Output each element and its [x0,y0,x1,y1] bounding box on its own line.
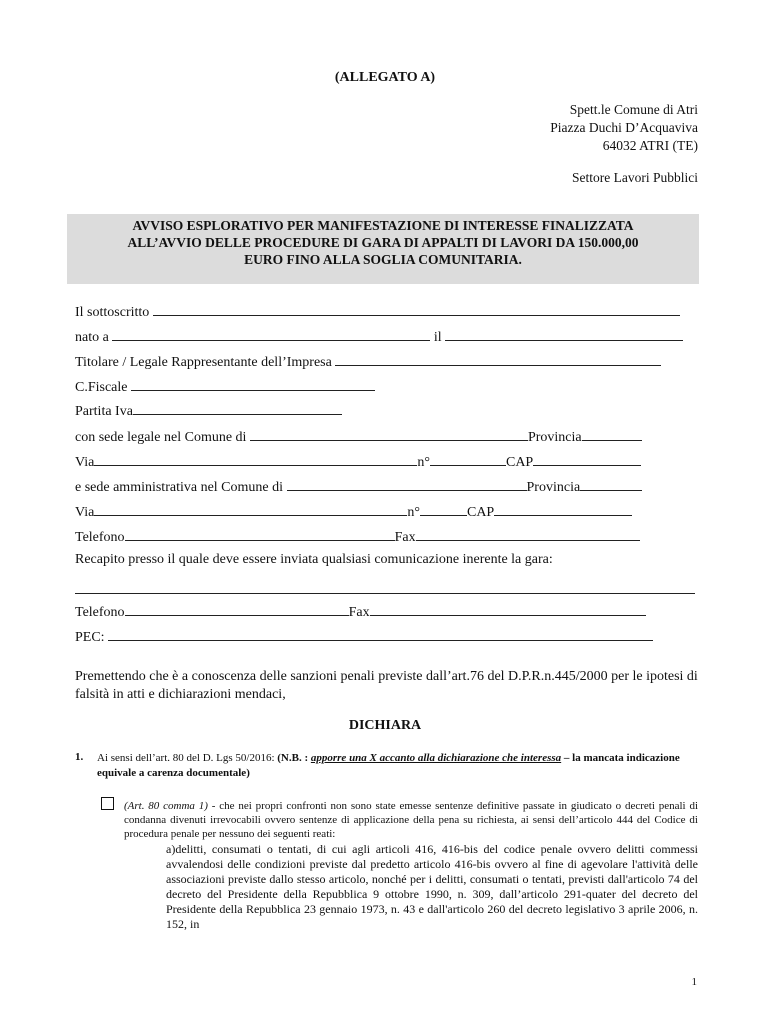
art80-checkbox[interactable] [101,797,114,810]
title-line-1: AVVISO ESPLORATIVO PER MANIFESTAZIONE DI INTERESSE FINALIZZATA [132,218,634,233]
document-title [67,217,699,268]
provincia-amm-field[interactable] [580,477,642,491]
row-cfiscale [75,377,375,396]
recipient-address [550,101,698,155]
luogo-nascita-field[interactable] [112,327,430,341]
recipient-line-1: Spett.le Comune di Atri [569,102,698,117]
data-nascita-field[interactable] [445,327,683,341]
premessa-paragraph: Premettendo che è a conoscenza delle sanzioni penali previste dall’art.76 del D.P.R.n.445/2000 per le ipotesi di falsità in atti e dichiarazioni mendaci, [75,669,698,702]
item-1-nb: (N.B. : [277,752,311,764]
row-sede-amm [75,477,642,496]
settore-label: Settore Lavori Pubblici [572,170,698,185]
via-label: Via [75,455,95,470]
via-amm-label: Via [75,505,95,520]
cfiscale-label: C.Fiscale [75,380,128,395]
provincia-amm-label: Provincia [526,480,581,495]
numero-amm-field[interactable] [420,502,467,516]
recipient-line-3: 64032 ATRI (TE) [602,138,698,153]
comune-amm-field[interactable] [287,477,527,491]
title-line-2: ALL’AVVIO DELLE PROCEDURE DI GARA DI APPALTI DI LAVORI DA 150.000,00 [127,235,639,250]
row-via-amm [75,502,632,521]
cap-amm-label: CAP [466,505,495,520]
row-sottoscritto [75,302,680,321]
sede-amm-label: e sede amministrativa nel Comune di [75,480,284,495]
via-amm-field[interactable] [94,502,407,516]
row-titolare [75,352,661,371]
title-line-3: EURO FINO ALLA SOGLIA COMUNITARIA. [244,252,522,267]
item-1-intro: Ai sensi dell’art. 80 del D. Lgs 50/2016: [97,752,278,764]
provincia-label: Provincia [527,430,582,445]
recipient-line-2: Piazza Duchi D’Acquaviva [550,120,698,135]
row-sede-legale [75,427,642,446]
il-label: il [433,330,442,345]
lettera-a-paragraph: a)delitti, consumati o tentati, di cui agli articoli 416, 416-bis del codice penale ovvero delitti commessi avvalendosi delle condizioni previste dal predetto articolo 416-bis ovvero al fine di agevolare l'attività delle associazioni previste dallo stesso articolo, nonché per i delitti, consumati o tentati, previsti dall'articolo 74 del decreto del Presidente della Repubblica 9 ottobre 1990, n. 309, dall’articolo 291-quater del decreto del Presidente della Repubblica 23 gennaio 1973, n. 43 e dall'articolo 260 del decreto legislativo 3 aprile 2006, n. 152, in [166,842,698,931]
fax-recapito-field[interactable] [370,602,646,616]
row-nascita [75,327,683,346]
piva-label: Partita Iva [75,404,133,419]
recapito-label: Recapito presso il quale deve essere inviata qualsiasi comunicazione inerente la gara: [75,552,553,567]
impresa-field[interactable] [335,352,661,366]
allegato-heading: (ALLEGATO A) [334,70,436,85]
dichiara-heading: DICHIARA [348,718,422,733]
fax-field[interactable] [416,527,640,541]
piva-field[interactable] [133,401,342,415]
nato-a-label: nato a [75,330,109,345]
item-1-number: 1. [75,751,84,763]
provincia-legale-field[interactable] [582,427,642,441]
row-telefono [75,527,640,546]
via-legale-field[interactable] [94,452,417,466]
row-via-legale [75,452,641,471]
item-1-nb-instruction: apporre una X accanto alla dichiarazione che interessa [310,752,562,764]
sede-legale-label: con sede legale nel Comune di [75,430,247,445]
pec-field[interactable] [108,627,653,641]
page-number: 1 [691,976,697,988]
cap-label: CAP [505,455,534,470]
titolare-label: Titolare / Legale Rappresentante dell’Impresa [75,355,332,370]
art80-text: - che nei propri confronti non sono state emesse sentenze definitive passate in giudicato o decreti penali di condanna divenuti irrevocabili ovvero sentenze di applicazione della pena su richiesta, ai sensi dell’articolo 444 del Codice di procedura penale per nessuno dei seguenti reati: [124,800,698,840]
numero-legale-field[interactable] [430,452,506,466]
comune-legale-field[interactable] [250,427,528,441]
row-telefono-recapito [75,602,646,621]
row-pec [75,627,653,646]
sottoscritto-field[interactable] [153,302,680,316]
cfiscale-field[interactable] [131,377,375,391]
telefono-label: Telefono [75,530,125,545]
cap-legale-field[interactable] [533,452,641,466]
fax-label: Fax [394,530,416,545]
telefono-recapito-label: Telefono [75,605,125,620]
row-piva [75,401,342,420]
art80-paragraph [124,799,698,841]
numero-label: n° [417,455,430,470]
fax-recapito-label: Fax [348,605,370,620]
art80-ref: (Art. 80 comma 1) [124,800,208,812]
sottoscritto-label: Il sottoscritto [75,305,150,320]
item-1-nb-rest: – la mancata indicazione equivale a carenza documentale) [97,752,680,779]
row-recapito [75,552,553,568]
item-1-text [97,751,699,781]
numero-amm-label: n° [407,505,420,520]
pec-label: PEC: [75,630,105,645]
recapito-field[interactable] [75,593,695,594]
telefono-field[interactable] [125,527,395,541]
cap-amm-field[interactable] [494,502,632,516]
telefono-recapito-field[interactable] [125,602,349,616]
